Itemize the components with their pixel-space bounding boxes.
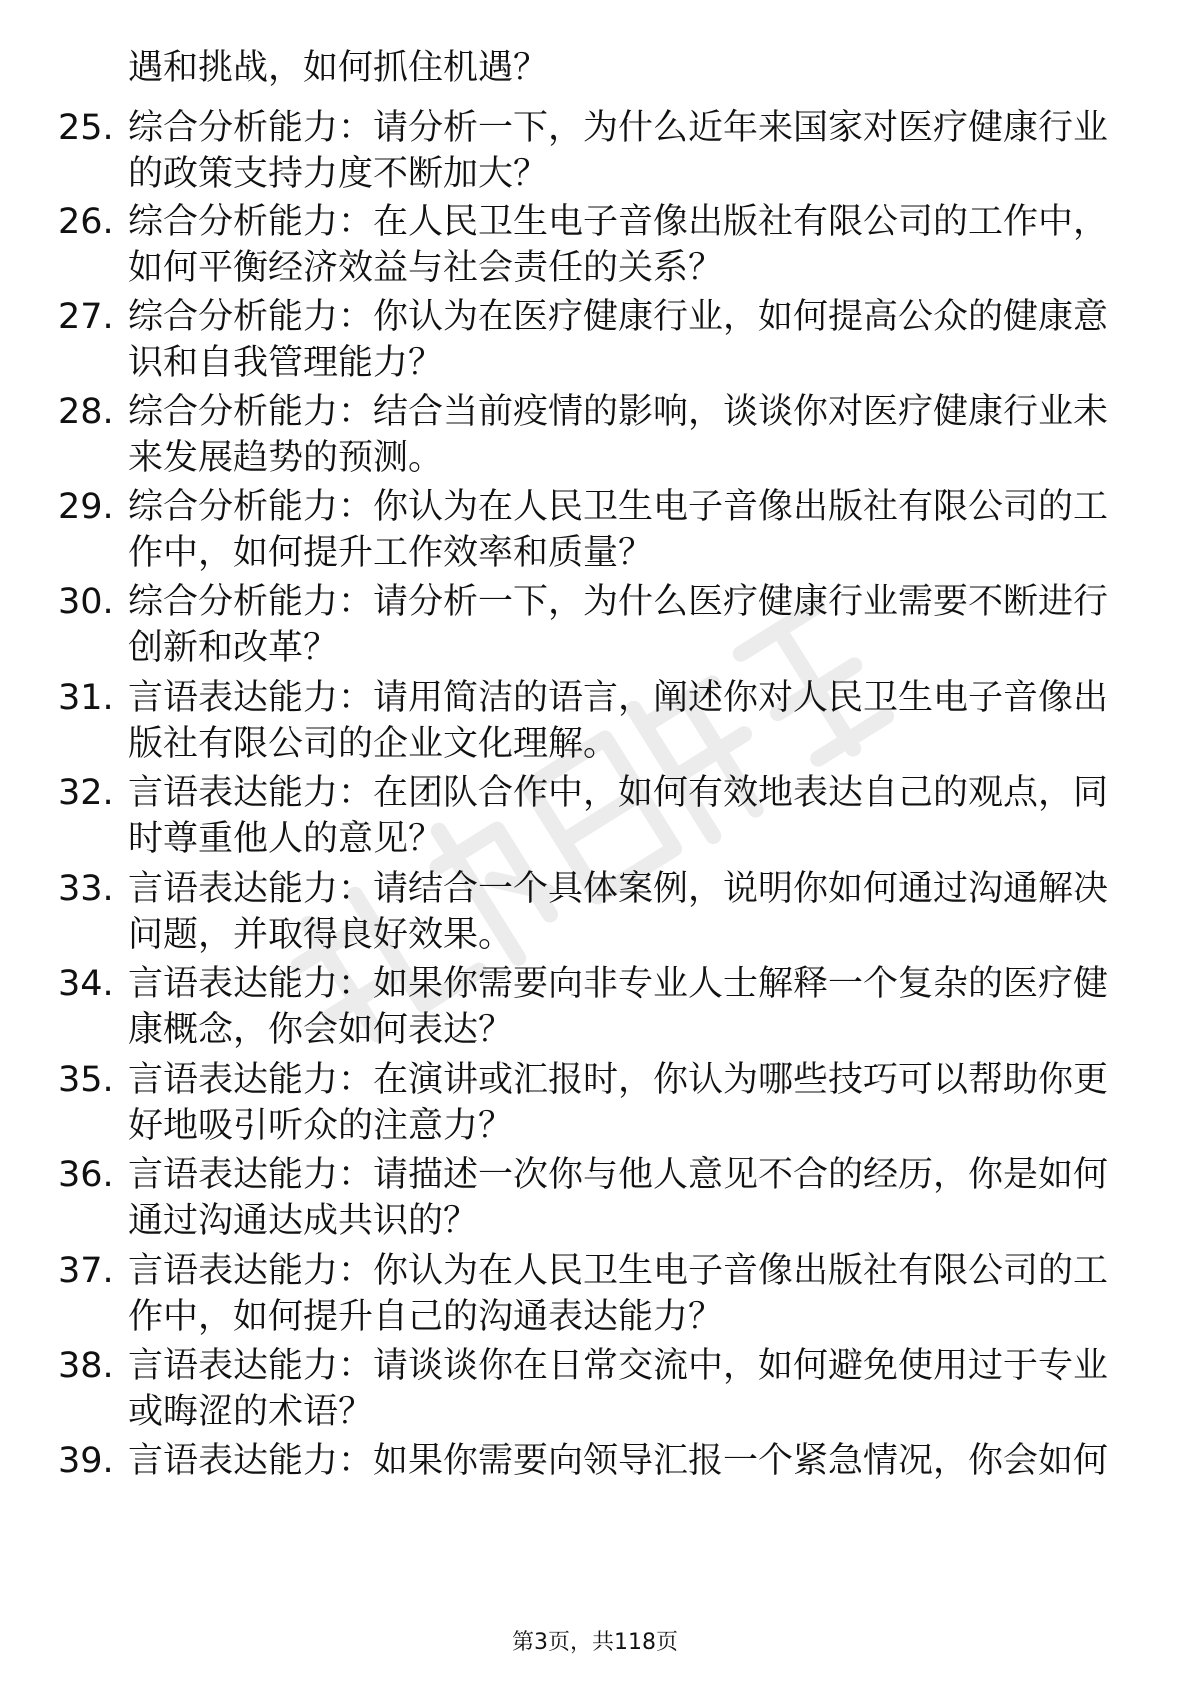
item-number: 30. [58, 582, 114, 622]
item-number: 34. [58, 964, 114, 1004]
item-question-text: 综合分析能力：在人民卫生电子音像出版社有限公司的工作中，如何平衡经济效益与社会责任的关系？ [128, 202, 1109, 288]
item-question-text: 言语表达能力：请描述一次你与他人意见不合的经历，你是如何通过沟通达成共识的？ [128, 1155, 1109, 1241]
item-number: 37. [58, 1251, 114, 1291]
item-number: 32. [58, 773, 114, 813]
item-number: 35. [58, 1060, 114, 1100]
item-question-text: 综合分析能力：结合当前疫情的影响，谈谈你对医疗健康行业未来发展趋势的预测。 [128, 392, 1109, 478]
item-question-text: 言语表达能力：如果你需要向领导汇报一个紧急情况，你会如何 [128, 1441, 1109, 1481]
item-number: 27. [58, 297, 114, 337]
item-question-text: 综合分析能力：请分析一下，为什么近年来国家对医疗健康行业的政策支持力度不断加大？ [128, 108, 1109, 194]
item-question-text: 综合分析能力：你认为在医疗健康行业，如何提高公众的健康意识和自我管理能力？ [128, 297, 1109, 383]
item-question-text: 言语表达能力：请谈谈你在日常交流中，如何避免使用过于专业或晦涩的术语？ [128, 1346, 1109, 1432]
item-question-text: 言语表达能力：在团队合作中，如何有效地表达自己的观点，同时尊重他人的意见？ [128, 773, 1109, 859]
item-number: 31. [58, 678, 114, 718]
item-question-text: 言语表达能力：你认为在人民卫生电子音像出版社有限公司的工作中，如何提升自己的沟通表达能力？ [128, 1251, 1109, 1337]
item-number: 25. [58, 108, 114, 148]
item-number: 36. [58, 1155, 114, 1195]
item-question-text: 言语表达能力：如果你需要向非专业人士解释一个复杂的医疗健康概念，你会如何表达？ [128, 964, 1109, 1050]
item-number: 39. [58, 1441, 114, 1481]
item-number: 28. [58, 392, 114, 432]
item-question-text: 综合分析能力：请分析一下，为什么医疗健康行业需要不断进行创新和改革？ [128, 582, 1109, 668]
continuation-text: 遇和挑战，如何抓住机遇？ [128, 48, 549, 88]
item-question-text: 综合分析能力：你认为在人民卫生电子音像出版社有限公司的工作中，如何提升工作效率和质量？ [128, 487, 1109, 573]
page-number: 第3页，共118页 [512, 1630, 678, 1655]
item-question-text: 言语表达能力：在演讲或汇报时，你认为哪些技巧可以帮助你更好地吸引听众的注意力？ [128, 1060, 1109, 1146]
item-number: 38. [58, 1346, 114, 1386]
item-number: 33. [58, 869, 114, 909]
item-question-text: 言语表达能力：请用简洁的语言，阐述你对人民卫生电子音像出版社有限公司的企业文化理解。 [128, 678, 1109, 764]
item-question-text: 言语表达能力：请结合一个具体案例，说明你如何通过沟通解决问题，并取得良好效果。 [128, 869, 1109, 955]
item-number: 26. [58, 202, 114, 242]
item-number: 29. [58, 487, 114, 527]
